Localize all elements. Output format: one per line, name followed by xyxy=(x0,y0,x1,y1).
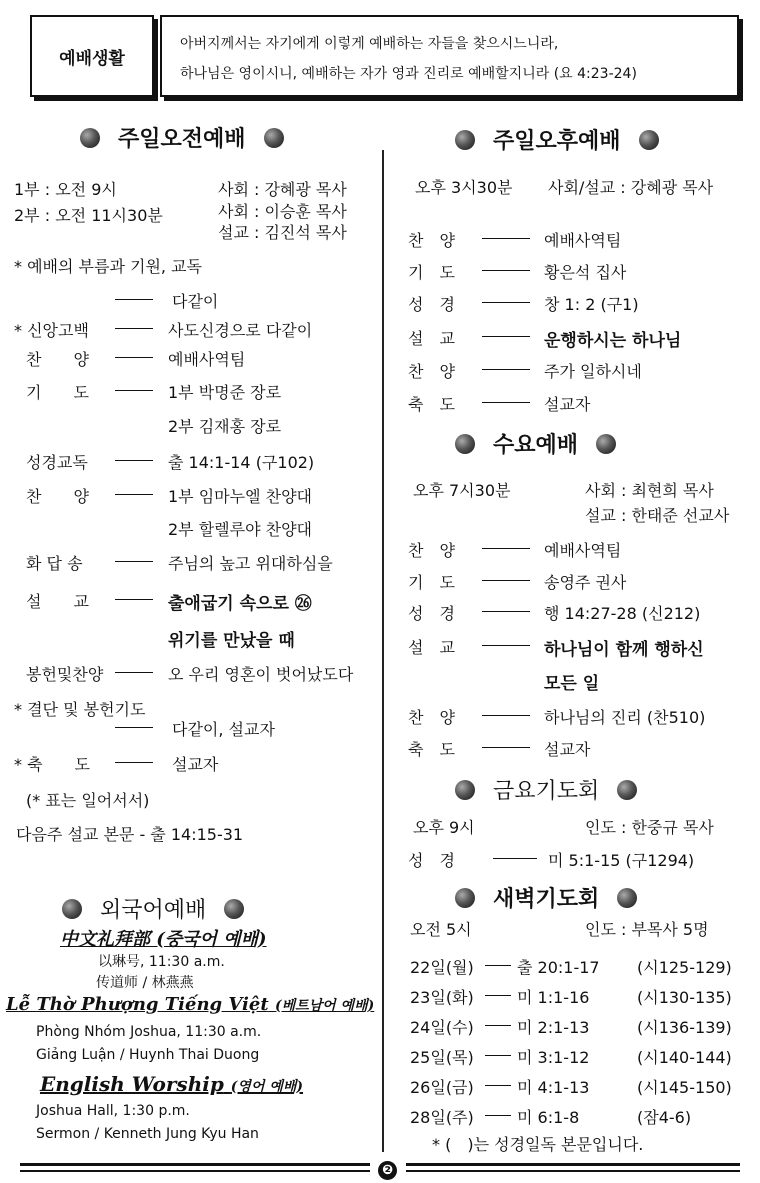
dawn-day: 23일(화) xyxy=(410,988,474,1007)
english-service-title: English Worship (영어 예배) xyxy=(40,1072,304,1096)
dawn-psalm: (시140-144) xyxy=(637,1048,732,1067)
dash-line xyxy=(485,1085,511,1086)
dash-line xyxy=(485,995,511,996)
bullet-circle-icon xyxy=(455,888,475,908)
dawn-psalm: (시145-150) xyxy=(637,1078,732,1097)
section-label-box xyxy=(30,15,154,97)
order-value: 2부 김재홍 장로 xyxy=(168,417,282,436)
bullet-circle-icon xyxy=(80,128,100,148)
dawn-note: * ( )는 성경일독 본문입니다. xyxy=(432,1135,644,1154)
wednesday-time: 오후 7시30분 xyxy=(413,481,511,500)
order-label: 성 경 xyxy=(408,604,455,623)
order-value: 예배사역팀 xyxy=(544,231,622,250)
order-label: 찬 양 xyxy=(408,231,455,250)
sunday-afternoon-header xyxy=(455,124,659,155)
page-number: ❷ xyxy=(378,1161,397,1180)
footer-rule-left-2 xyxy=(20,1170,370,1172)
leader-3: 설교 : 김진석 목사 xyxy=(218,223,347,242)
dash-line xyxy=(482,302,530,303)
dash-line xyxy=(482,645,530,646)
order-value: 하나님이 함께 행하신 xyxy=(544,640,704,660)
order-label: * 축 도 xyxy=(14,755,90,774)
order-value: 오 우리 영혼이 벗어났도다 xyxy=(168,665,354,684)
dash-line xyxy=(115,357,153,358)
bullet-circle-icon xyxy=(224,899,244,919)
dash-line xyxy=(115,328,153,329)
order-value: 설교자 xyxy=(544,395,591,414)
wednesday-title: 수요예배 xyxy=(493,433,579,458)
dawn-text: 미 1:1-16 xyxy=(517,988,590,1007)
dawn-day: 24일(수) xyxy=(410,1018,474,1037)
order-label: 설 교 xyxy=(408,638,455,657)
order-value: 하나님의 진리 (찬510) xyxy=(544,708,706,727)
chinese-service-title: 中文礼拜部 (중국어 예배) xyxy=(60,929,267,950)
section-label: 예배생활 xyxy=(59,48,125,69)
order-value: 2부 할렐루야 찬양대 xyxy=(168,520,312,539)
dawn-text: 미 6:1-8 xyxy=(517,1108,580,1127)
bullet-circle-icon xyxy=(617,780,637,800)
foreign-title: 외국어예배 xyxy=(100,898,207,923)
leader-1: 사회 : 강혜광 목사 xyxy=(218,180,347,199)
dash-line xyxy=(115,494,153,495)
order-label: 찬 양 xyxy=(408,362,455,381)
dawn-header xyxy=(455,882,637,913)
dawn-text: 미 3:1-12 xyxy=(517,1048,590,1067)
footer-rule-left xyxy=(20,1163,370,1166)
dash-line xyxy=(482,238,530,239)
verse-line-2: 하나님은 영이시니, 예배하는 자가 영과 진리로 예배할지니라 (요 4:23-24) xyxy=(180,66,637,82)
english-service-preacher: Sermon / Kenneth Jung Kyu Han xyxy=(36,1126,259,1142)
column-divider xyxy=(382,150,384,1152)
chinese-service-preacher: 传道师 / 林燕燕 xyxy=(96,975,194,991)
dash-line xyxy=(485,1115,511,1116)
order-value: 사도신경으로 다같이 xyxy=(168,321,313,340)
dawn-text: 미 4:1-13 xyxy=(517,1078,590,1097)
bullet-circle-icon xyxy=(596,434,616,454)
order-label: 찬 양 xyxy=(26,487,89,506)
dash-line xyxy=(115,727,153,728)
dawn-psalm: (시125-129) xyxy=(637,958,732,977)
leader-2: 사회 : 이승훈 목사 xyxy=(218,202,347,221)
order-value: 출 14:1-14 (구102) xyxy=(168,453,315,472)
dash-line xyxy=(482,548,530,549)
order-value: 황은석 집사 xyxy=(544,263,627,282)
dawn-leader: 인도 : 부목사 5명 xyxy=(585,920,709,939)
dash-line xyxy=(493,858,537,859)
dawn-text: 출 20:1-17 xyxy=(517,958,600,977)
verse-line-1: 아버지께서는 자기에게 이렇게 예배하는 자들을 찾으시느니라, xyxy=(180,36,559,52)
dash-line xyxy=(115,460,153,461)
service-time-2: 2부 : 오전 11시30분 xyxy=(14,206,163,225)
chinese-service-time: 以琳号, 11:30 a.m. xyxy=(98,954,225,970)
wednesday-leader-1: 사회 : 최현희 목사 xyxy=(585,481,714,500)
dash-line xyxy=(485,965,511,966)
bullet-circle-icon xyxy=(455,780,475,800)
order-value: 주님의 높고 위대하심을 xyxy=(168,554,333,573)
dash-line xyxy=(482,270,530,271)
order-value: 예배사역팀 xyxy=(544,541,622,560)
order-label: 봉헌및찬양 xyxy=(26,665,104,684)
vietnamese-service-title: Lễ Thờ Phượng Tiếng Việt (베트남어 예배) xyxy=(6,994,375,1015)
dawn-day: 22일(월) xyxy=(410,958,474,977)
english-service-time: Joshua Hall, 1:30 p.m. xyxy=(36,1103,190,1119)
order-value: 위기를 만났을 때 xyxy=(168,631,295,651)
bullet-circle-icon xyxy=(62,899,82,919)
friday-title: 금요기도회 xyxy=(493,779,600,804)
bullet-circle-icon xyxy=(617,888,637,908)
sunday-morning-title: 주일오전예배 xyxy=(118,127,246,152)
dash-line xyxy=(115,672,153,673)
verse-box xyxy=(160,15,739,97)
order-value: 행 14:27-28 (신212) xyxy=(544,604,701,623)
dawn-day: 26일(금) xyxy=(410,1078,474,1097)
friday-scripture: 미 5:1-15 (구1294) xyxy=(548,851,695,870)
bullet-circle-icon xyxy=(455,130,475,150)
bullet-circle-icon xyxy=(264,128,284,148)
order-label: 기 도 xyxy=(408,263,455,282)
friday-header xyxy=(455,774,637,805)
order-value: 주가 일하시네 xyxy=(544,362,642,381)
sunday-afternoon-title: 주일오후예배 xyxy=(493,129,621,154)
dash-line xyxy=(115,599,153,600)
order-value: 1부 박명준 장로 xyxy=(168,383,282,402)
dash-line xyxy=(485,1055,511,1056)
wednesday-header xyxy=(455,428,616,459)
vietnamese-service-time: Phòng Nhóm Joshua, 11:30 a.m. xyxy=(36,1024,262,1040)
order-label: 찬 양 xyxy=(408,708,455,727)
order-value: 설교자 xyxy=(172,755,219,774)
dash-line xyxy=(482,402,530,403)
friday-leader: 인도 : 한중규 목사 xyxy=(585,818,714,837)
footer-rule-right xyxy=(406,1163,740,1166)
bullet-circle-icon xyxy=(639,130,659,150)
order-value: 송영주 권사 xyxy=(544,573,627,592)
friday-scripture-label: 성 경 xyxy=(408,851,455,870)
order-value: 예배사역팀 xyxy=(168,350,246,369)
dash-line xyxy=(115,299,153,300)
order-value: 운행하시는 하나님 xyxy=(544,331,682,351)
order-label: 설 교 xyxy=(408,329,455,348)
standing-note: (* 표는 일어서서) xyxy=(26,791,150,810)
afternoon-leader: 사회/설교 : 강혜광 목사 xyxy=(548,178,714,197)
order-label: 기 도 xyxy=(26,383,89,402)
order-label: 성경교독 xyxy=(26,453,88,472)
dash-line xyxy=(115,561,153,562)
dawn-day: 28일(주) xyxy=(410,1108,474,1127)
dash-line xyxy=(115,390,153,391)
wednesday-leader-2: 설교 : 한태준 선교사 xyxy=(585,506,730,525)
dash-line xyxy=(485,1025,511,1026)
order-label: 찬 양 xyxy=(26,350,89,369)
order-value: 설교자 xyxy=(544,740,591,759)
order-value: 다같이 xyxy=(172,292,219,311)
dawn-psalm: (잠4-6) xyxy=(637,1108,692,1127)
order-label: 축 도 xyxy=(408,740,455,759)
afternoon-time: 오후 3시30분 xyxy=(415,178,513,197)
dash-line xyxy=(482,715,530,716)
dawn-psalm: (시130-135) xyxy=(637,988,732,1007)
order-label: 화 답 송 xyxy=(26,554,83,573)
order-value: 출애굽기 속으로 ㉖ xyxy=(168,594,312,614)
next-week-sermon: 다음주 설교 본문 - 출 14:15-31 xyxy=(16,825,244,844)
order-label: * 신앙고백 xyxy=(14,321,89,340)
order-label: 기 도 xyxy=(408,573,455,592)
dash-line xyxy=(482,580,530,581)
dash-line xyxy=(115,762,153,763)
order-value: 창 1: 2 (구1) xyxy=(544,295,639,314)
dash-line xyxy=(482,747,530,748)
dawn-day: 25일(목) xyxy=(410,1048,474,1067)
foreign-header xyxy=(62,893,244,924)
vietnamese-service-preacher: Giảng Luận / Huynh Thai Duong xyxy=(36,1047,260,1063)
dawn-time: 오전 5시 xyxy=(410,920,472,939)
order-value: 모든 일 xyxy=(544,674,600,694)
order-label: 찬 양 xyxy=(408,541,455,560)
footer-rule-right-2 xyxy=(406,1170,740,1172)
dash-line xyxy=(482,611,530,612)
order-label: 성 경 xyxy=(408,295,455,314)
order-label: 설 교 xyxy=(26,592,89,611)
order-value: 1부 임마누엘 찬양대 xyxy=(168,487,312,506)
dash-line xyxy=(482,369,530,370)
dash-line xyxy=(482,336,530,337)
friday-time: 오후 9시 xyxy=(413,818,475,837)
order-value: 다같이, 설교자 xyxy=(172,720,275,739)
dawn-psalm: (시136-139) xyxy=(637,1018,732,1037)
order-label: * 결단 및 봉헌기도 xyxy=(14,700,146,719)
order-label: * 예배의 부름과 기원, 교독 xyxy=(14,257,202,276)
service-time-1: 1부 : 오전 9시 xyxy=(14,180,117,199)
dawn-text: 미 2:1-13 xyxy=(517,1018,590,1037)
dawn-title: 새벽기도회 xyxy=(493,887,600,912)
bullet-circle-icon xyxy=(455,434,475,454)
sunday-morning-header xyxy=(80,122,284,153)
order-label: 축 도 xyxy=(408,395,455,414)
